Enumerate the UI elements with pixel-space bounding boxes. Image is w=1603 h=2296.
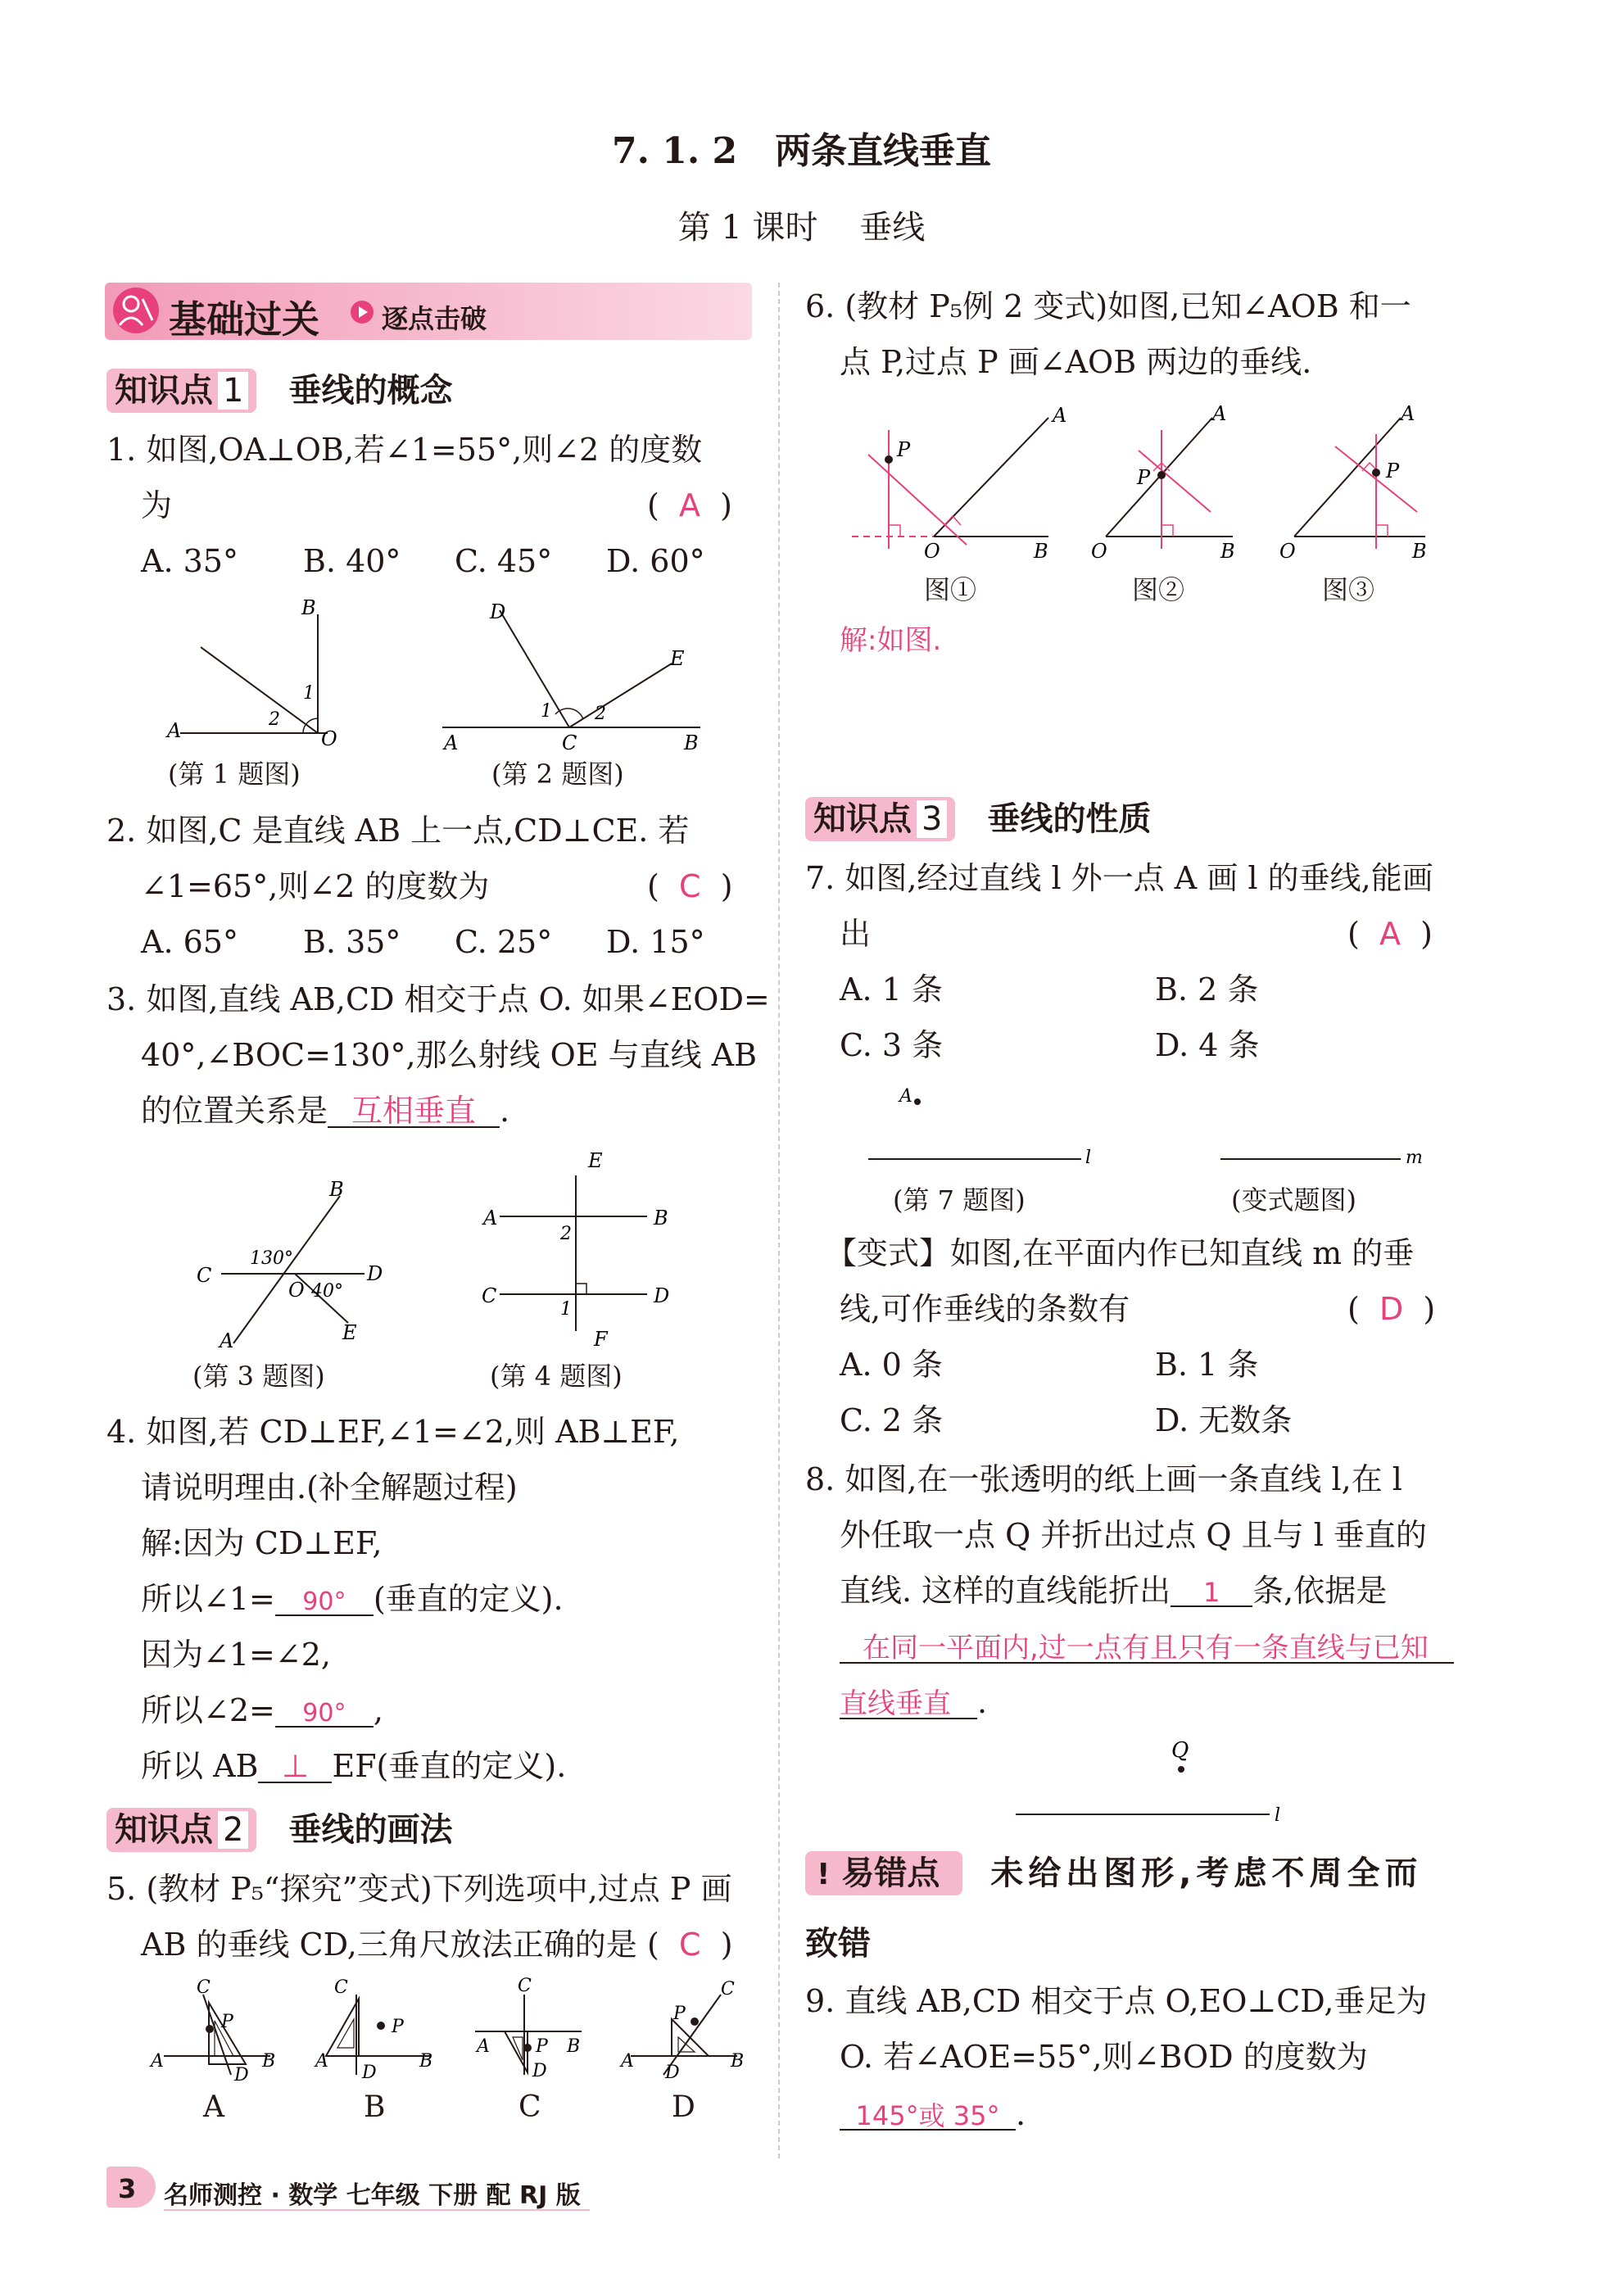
q9-stem2: O. 若∠AOE=55°,则∠BOD 的度数为 bbox=[840, 2039, 1368, 2075]
svg-text:D: D bbox=[654, 1284, 670, 1307]
q5-stem: 5. (教材 P₅“探究”变式)下列选项中,过点 P 画 bbox=[106, 1871, 732, 1907]
svg-text:C: C bbox=[721, 1979, 735, 1999]
q5-figure-a bbox=[149, 1977, 275, 2085]
q6-solution: 解:如图. bbox=[840, 624, 942, 657]
q4-answer2: 90° bbox=[275, 1701, 374, 1728]
svg-text:A: A bbox=[1401, 405, 1415, 425]
svg-text:B: B bbox=[1220, 540, 1235, 563]
svg-text:C: C bbox=[562, 731, 577, 754]
svg-text:2: 2 bbox=[560, 1224, 572, 1244]
q7-figures bbox=[852, 1077, 1442, 1175]
kp2-tag: 知识点 2 bbox=[106, 1808, 256, 1852]
svg-text:D: D bbox=[234, 2065, 249, 2085]
svg-text:B: B bbox=[654, 1207, 668, 1230]
q1-option-c: C. 45° bbox=[455, 543, 553, 579]
svg-text:A: A bbox=[167, 719, 182, 742]
kp3-header bbox=[805, 793, 1152, 840]
svg-text:O: O bbox=[288, 1279, 305, 1302]
q6-stem2: 点 P,过点 P 画∠AOB 两边的垂线. bbox=[840, 344, 1312, 380]
q3-answer: 互相垂直 bbox=[328, 1095, 500, 1128]
q4-line4: 所以∠2= 90° , bbox=[141, 1692, 383, 1728]
svg-text:F: F bbox=[594, 1328, 608, 1351]
q1-answer: A bbox=[678, 487, 700, 523]
q2-option-b: B. 35° bbox=[303, 924, 401, 960]
svg-text:E: E bbox=[670, 647, 685, 670]
error-point-title: 未给出图形,考虑不周全而 bbox=[990, 1854, 1423, 1892]
q7-answer-bracket: ( A ) bbox=[1347, 916, 1433, 952]
q3-stem: 3. 如图,直线 AB,CD 相交于点 O. 如果∠EOD= bbox=[106, 981, 770, 1017]
svg-text:E: E bbox=[342, 1321, 357, 1344]
q5-options-figures bbox=[147, 1970, 762, 2085]
q1-stem2: 为 bbox=[141, 487, 173, 523]
kp2-header bbox=[106, 1804, 453, 1850]
q4-answer3: ⊥ bbox=[258, 1750, 332, 1783]
svg-text:A: A bbox=[899, 1086, 912, 1107]
q2-answer-bracket: ( C ) bbox=[647, 868, 733, 904]
svg-text:D: D bbox=[532, 2061, 547, 2081]
q1-caption: (第 1 题图) bbox=[168, 759, 301, 790]
q7-option-d: D. 4 条 bbox=[1155, 1027, 1260, 1063]
page-number: 3 bbox=[118, 2173, 137, 2204]
banner-title: 基础过关 bbox=[169, 297, 319, 342]
svg-text:A: A bbox=[444, 731, 459, 754]
svg-text:D: D bbox=[490, 600, 506, 623]
lesson-title: 第 1 课时 垂线 bbox=[677, 209, 926, 247]
variant-option-c: C. 2 条 bbox=[840, 1402, 944, 1438]
q1-option-a: A. 35° bbox=[141, 543, 238, 579]
q1-stem: 1. 如图,OA⊥OB,若∠1=55°,则∠2 的度数 bbox=[106, 432, 703, 468]
svg-text:B: B bbox=[262, 2051, 276, 2072]
svg-text:P: P bbox=[1386, 460, 1400, 482]
svg-text:D: D bbox=[665, 2063, 680, 2083]
svg-text:C: C bbox=[482, 1284, 497, 1307]
q8-stem: 8. 如图,在一张透明的纸上画一条直线 l,在 l bbox=[805, 1461, 1402, 1497]
q7-option-b: B. 2 条 bbox=[1155, 971, 1259, 1008]
kp3-title: 垂线的性质 bbox=[987, 800, 1152, 838]
svg-text:P: P bbox=[392, 2017, 404, 2037]
svg-text:A: A bbox=[1212, 405, 1227, 425]
svg-text:P: P bbox=[1137, 466, 1151, 489]
q4-stem2: 请说明理由.(补全解题过程) bbox=[141, 1470, 518, 1506]
kp1-header bbox=[106, 365, 453, 411]
svg-text:130°: 130° bbox=[250, 1248, 293, 1269]
q5-answer-bracket: ( C ) bbox=[647, 1927, 733, 1963]
q2-option-c: C. 25° bbox=[455, 924, 553, 960]
svg-text:D: D bbox=[367, 1262, 383, 1285]
q6-caption-3: 图③ bbox=[1322, 574, 1375, 605]
q4-line3: 因为∠1=∠2, bbox=[141, 1637, 331, 1673]
q5-label-d: D bbox=[672, 2090, 695, 2124]
q6-figure-3 bbox=[1279, 405, 1427, 563]
kp1-title: 垂线的概念 bbox=[288, 372, 453, 410]
svg-text:B: B bbox=[1412, 540, 1427, 563]
section-title: 两条直线垂直 bbox=[775, 130, 992, 172]
q7-caption: (第 7 题图) bbox=[893, 1184, 1026, 1216]
banner-subtitle: 逐点击破 bbox=[382, 303, 487, 334]
q8-stem3: 直线. 这样的直线能折出 1 条,依据是 bbox=[840, 1573, 1388, 1609]
q4-answer1: 90° bbox=[275, 1590, 374, 1616]
svg-text:O: O bbox=[924, 540, 940, 563]
svg-text:1: 1 bbox=[541, 701, 552, 722]
q3-q4-figures bbox=[180, 1143, 704, 1356]
svg-text:C: C bbox=[197, 1977, 211, 1998]
basic-banner bbox=[105, 283, 752, 340]
svg-text:A: A bbox=[1053, 405, 1067, 427]
svg-text:P: P bbox=[221, 2012, 233, 2032]
q7-stem2: 出 bbox=[840, 916, 872, 952]
svg-text:A: A bbox=[621, 2051, 634, 2072]
q3-figure bbox=[197, 1178, 383, 1352]
svg-text:l: l bbox=[1085, 1148, 1092, 1168]
q2-stem: 2. 如图,C 是直线 AB 上一点,CD⊥CE. 若 bbox=[106, 813, 690, 849]
q4-caption: (第 4 题图) bbox=[490, 1361, 623, 1392]
q9-answer-line: 145°或 35° . bbox=[840, 2099, 1026, 2131]
svg-text:A: A bbox=[151, 2051, 164, 2072]
q8-answer1: 1 bbox=[1171, 1579, 1252, 1607]
kp3-tag: 知识点 3 bbox=[805, 797, 955, 841]
variant-caption: (变式题图) bbox=[1231, 1184, 1356, 1216]
q5-answer: C bbox=[678, 1927, 701, 1963]
q2-answer: C bbox=[678, 868, 701, 904]
svg-text:C: C bbox=[334, 1977, 348, 1998]
svg-text:2: 2 bbox=[269, 709, 280, 730]
q4-line5: 所以 AB ⊥ EF(垂直的定义). bbox=[141, 1748, 567, 1784]
q9-answer: 145°或 35° bbox=[840, 2103, 1016, 2131]
q1-answer-bracket: ( A ) bbox=[647, 487, 732, 523]
variant-answer: D bbox=[1379, 1291, 1404, 1327]
svg-text:P: P bbox=[536, 2036, 548, 2057]
q6-stem: 6. (教材 P₅例 2 变式)如图,已知∠AOB 和一 bbox=[805, 288, 1411, 324]
error-point-title2: 致错 bbox=[805, 1925, 871, 1963]
svg-text:B: B bbox=[684, 731, 699, 754]
q6-caption-2: 图② bbox=[1132, 574, 1185, 605]
q4-stem: 4. 如图,若 CD⊥EF,∠1=∠2,则 AB⊥EF, bbox=[106, 1414, 680, 1450]
q4-line2: 所以∠1= 90° (垂直的定义). bbox=[141, 1581, 564, 1617]
column-divider bbox=[778, 283, 780, 2158]
q5-stem2: AB 的垂线 CD,三角尺放法正确的是 bbox=[141, 1927, 637, 1963]
svg-text:O: O bbox=[321, 727, 337, 750]
q2-figure bbox=[442, 600, 700, 754]
svg-text:B: B bbox=[1034, 540, 1048, 563]
q8-stem2: 外任取一点 Q 并折出过点 Q 且与 l 垂直的 bbox=[840, 1517, 1427, 1553]
play-icon bbox=[351, 301, 374, 324]
q5-label-b: B bbox=[364, 2090, 386, 2124]
svg-text:B: B bbox=[329, 1178, 344, 1201]
q3-stem3: 的位置关系是 互相垂直 . bbox=[141, 1093, 510, 1129]
q7-stem: 7. 如图,经过直线 l 外一点 A 画 l 的垂线,能画 bbox=[805, 860, 1433, 896]
q1-figure bbox=[165, 596, 337, 750]
section-heading bbox=[0, 130, 1603, 172]
footer-rule bbox=[164, 2209, 590, 2211]
q6-caption-1: 图① bbox=[924, 574, 977, 605]
svg-text:C: C bbox=[197, 1264, 212, 1287]
q3-stem2: 40°,∠BOC=130°,那么射线 OE 与直线 AB bbox=[141, 1037, 758, 1073]
svg-text:1: 1 bbox=[560, 1299, 572, 1320]
q2-stem2: ∠1=65°,则∠2 的度数为 bbox=[141, 868, 490, 904]
svg-text:E: E bbox=[588, 1149, 603, 1172]
variant-option-a: A. 0 条 bbox=[840, 1347, 943, 1383]
svg-text:l: l bbox=[1275, 1805, 1281, 1826]
svg-text:B: B bbox=[301, 596, 316, 619]
student-icon bbox=[113, 288, 159, 333]
q8-figure bbox=[999, 1732, 1302, 1831]
q2-option-d: D. 15° bbox=[606, 924, 705, 960]
q9-stem: 9. 直线 AB,CD 相交于点 O,EO⊥CD,垂足为 bbox=[805, 1983, 1428, 2019]
kp2-title: 垂线的画法 bbox=[288, 1811, 453, 1849]
q5-figure-b bbox=[314, 1977, 432, 2083]
svg-text:m: m bbox=[1406, 1148, 1423, 1168]
q7-answer: A bbox=[1379, 916, 1401, 952]
svg-text:A: A bbox=[315, 2051, 328, 2072]
variant-option-b: B. 1 条 bbox=[1155, 1347, 1259, 1383]
svg-text:O: O bbox=[1091, 540, 1107, 563]
exclamation-icon: ! bbox=[817, 1858, 831, 1891]
kp1-tag: 知识点 1 bbox=[106, 369, 256, 413]
svg-text:A: A bbox=[220, 1329, 234, 1352]
variant-stem2: 线,可作垂线的条数有 bbox=[840, 1291, 1130, 1327]
svg-text:2: 2 bbox=[595, 704, 606, 724]
svg-text:O: O bbox=[1279, 540, 1296, 563]
variant-stem: 【变式】如图,在平面内作已知直线 m 的垂 bbox=[826, 1235, 1415, 1271]
q6-figure-2 bbox=[1091, 405, 1235, 563]
svg-text:Q: Q bbox=[1171, 1738, 1189, 1763]
q2-caption: (第 2 题图) bbox=[491, 759, 624, 790]
footer-text: 名师测控 · 数学 七年级 下册 配 RJ 版 bbox=[164, 2181, 581, 2210]
q8-answer2-line2: 直线垂直 . bbox=[840, 1684, 988, 1720]
q1-q2-figures bbox=[156, 590, 754, 754]
q7-option-c: C. 3 条 bbox=[840, 1027, 944, 1063]
svg-text:A: A bbox=[477, 2036, 490, 2057]
error-point-header bbox=[805, 1847, 1423, 1894]
q6-figures bbox=[844, 405, 1466, 569]
q4-figure bbox=[482, 1149, 669, 1351]
svg-text:B: B bbox=[567, 2036, 581, 2057]
error-point-tag: ! 易错点 bbox=[805, 1851, 962, 1895]
section-number: 7. 1. 2 bbox=[611, 130, 738, 172]
q1-option-d: D. 60° bbox=[606, 543, 705, 579]
svg-text:A: A bbox=[483, 1207, 498, 1230]
svg-text:C: C bbox=[518, 1976, 532, 1996]
svg-text:P: P bbox=[673, 2004, 686, 2024]
q3-caption: (第 3 题图) bbox=[192, 1361, 325, 1392]
q7-option-a: A. 1 条 bbox=[840, 971, 943, 1008]
svg-text:1: 1 bbox=[303, 683, 315, 704]
q5-label-c: C bbox=[518, 2090, 541, 2124]
svg-text:P: P bbox=[897, 438, 911, 461]
page-number-badge bbox=[106, 2167, 156, 2208]
q1-option-b: B. 40° bbox=[303, 543, 401, 579]
q6-figure-1 bbox=[852, 405, 1066, 563]
svg-text:D: D bbox=[362, 2063, 377, 2083]
svg-text:B: B bbox=[419, 2051, 433, 2072]
variant-answer-bracket: ( D ) bbox=[1347, 1291, 1436, 1327]
variant-figure bbox=[1220, 1148, 1423, 1168]
q5-figure-c bbox=[475, 1976, 582, 2081]
svg-text:B: B bbox=[731, 2051, 745, 2072]
q2-option-a: A. 65° bbox=[141, 924, 238, 960]
variant-option-d: D. 无数条 bbox=[1155, 1402, 1293, 1438]
q7-figure bbox=[868, 1086, 1091, 1168]
svg-text:40°: 40° bbox=[311, 1281, 343, 1302]
q5-label-a: A bbox=[203, 2090, 224, 2124]
q8-answer2-line1: 在同一平面内,过一点有且只有一条直线与已知 bbox=[840, 1631, 1454, 1664]
q4-line1: 解:因为 CD⊥EF, bbox=[141, 1525, 383, 1561]
q5-figure-d bbox=[619, 1979, 744, 2083]
